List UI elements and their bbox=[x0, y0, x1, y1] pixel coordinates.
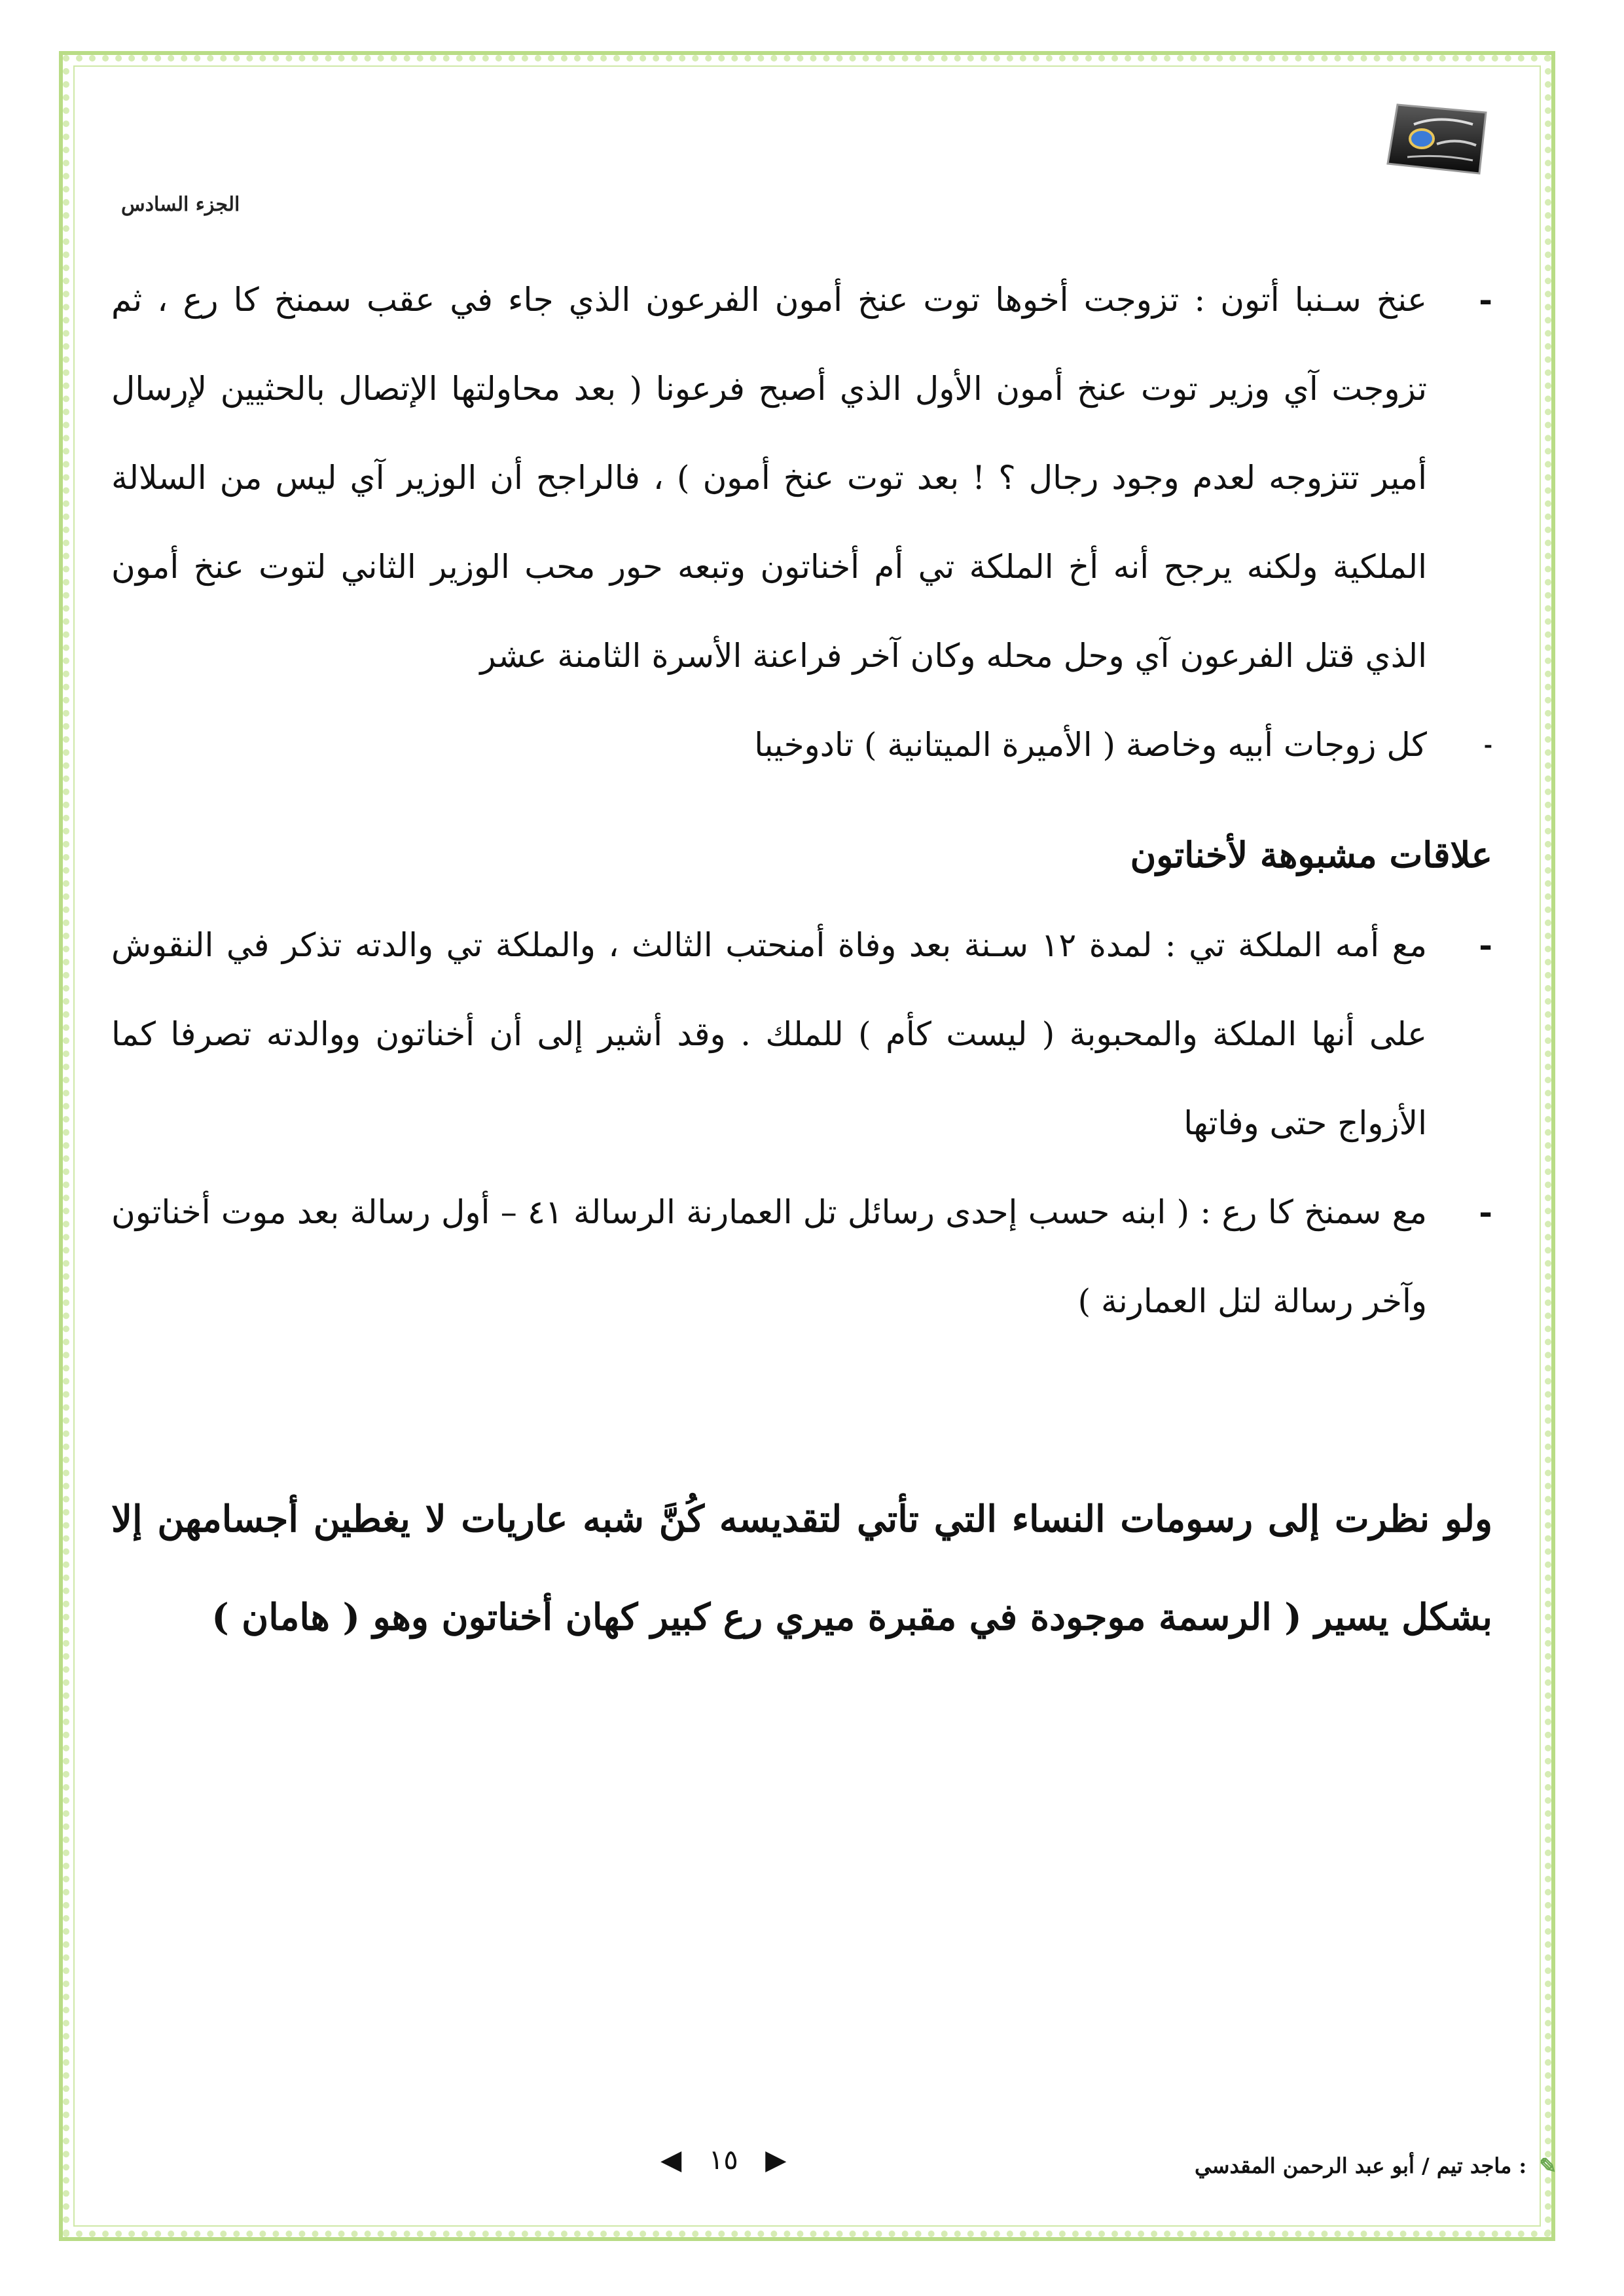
author-credit bbox=[1195, 2153, 1557, 2178]
bullet-dash: - bbox=[1479, 925, 1492, 964]
list-item bbox=[111, 901, 1492, 1168]
part-label: الجزء السادس bbox=[121, 193, 240, 216]
main-content bbox=[111, 255, 1492, 1666]
list-item-text: كل زوجات أبيه وخاصة ( الأميرة الميتانية ) تادوخيبا bbox=[754, 726, 1427, 764]
page-number bbox=[651, 2144, 795, 2176]
list-item-text: مع سمنخ كا رع : ( ابنه حسب إحدى رسائل تل العمارنة الرسالة ٤١ – أول رسالة بعد موت أخناتون وآخر رسالة لتل العمارنة ) bbox=[111, 1193, 1428, 1320]
header-logo bbox=[1381, 98, 1492, 183]
closing-paragraph: ولو نظرت إلى رسومات النساء التي تأتي لتقديسه كُنَّ شبه عاريات لا يغطين أجسامهن إلا بشكل يسير ( الرسمة موجودة في مقبرة ميري رع كبير كهان أخناتون وهو ( هامان ) bbox=[111, 1498, 1492, 1639]
pen-icon: ✎ bbox=[1539, 2153, 1557, 2178]
list-item bbox=[111, 255, 1492, 700]
bullet-dash: - bbox=[1479, 280, 1492, 319]
section-heading: علاقات مشبوهة لأخناتون bbox=[1130, 834, 1492, 876]
list-item-text: مع أمه الملكة تي : لمدة ١٢ سـنة بعد وفاة أمنحتب الثالث ، والملكة تي والدته تذكر في النقوش على أنها الملكة والمحبوبة ( ليست كأم ) للملك . وقد أشير إلى أن أخناتون ووالدته تصرفا كما الأزواج حتى وفاتها bbox=[111, 926, 1427, 1142]
arrow-left-icon: ◀ bbox=[660, 2144, 682, 2176]
list-item-text: عنخ سـنبا أتون : تزوجت أخوها توت عنخ أمون الفرعون الذي جاء في عقب سمنخ كا رع ، ثم تزوجت آي وزير توت عنخ أمون الأول الذي أصبح فرعونا ( بعد محاولتها الإتصال بالحثيين لإرسال أمير تتزوجه لعدم وجود رجال ؟ ! بعد توت عنخ أمون ) ، فالراجح أن الوزير آي ليس من السلالة الملكية ولكنه يرجح أنه أخ الملكة تي أم أخناتون وتبعه حور محب الوزير الثاني لتوت عنخ أمون الذي قتل الفرعون آي وحل محله وكان آخر فراعنة الأسرة الثامنة عشر bbox=[111, 281, 1427, 675]
arrow-right-icon: ▶ bbox=[765, 2144, 787, 2176]
bullet-dash: - bbox=[1483, 732, 1492, 757]
page-number-text: ١٥ bbox=[708, 2144, 738, 2176]
list-item bbox=[111, 1168, 1492, 1346]
list-item bbox=[111, 700, 1492, 789]
bullet-dash: - bbox=[1479, 1193, 1492, 1231]
author-text: : ماجد تيم / أبو عبد الرحمن المقدسي bbox=[1195, 2153, 1527, 2178]
